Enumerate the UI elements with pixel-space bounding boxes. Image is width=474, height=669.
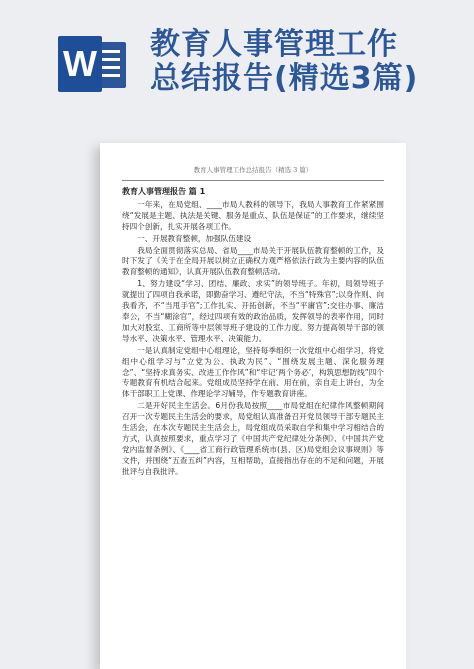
paragraph: 一年来，在局党组、____市局人教科的领导下，我局人事教育工作紧紧围绕“发展是主题、执法是关键、服务是重点、队伍是保证”的工作要求，继续坚持四个创新，扎实开展各项工作。 xyxy=(122,199,384,231)
paragraph: 一是认真制定党组中心组理论，坚持每季组织一次党组中心组学习，将党组中心组学习与“立党为公、执政为民”、“围绕发展主题、深化服务理念”、“坚持求真务实、改进工作作风”和“牢记‘两个务必’，构筑思想防线”四个专题教育有机结合起来。党组成员坚持学在前、用在前，亲自走上讲台，为全体干部职工上党课、作理论学习辅导，作专题教育讲座。 xyxy=(122,345,384,399)
banner-title-line2: 总结报告(精选3篇) xyxy=(150,61,419,96)
paragraph: 我局全面贯彻落实总局、省局____市局关于开展队伍教育整顿的工作，及时下发了《关于在全局开展以树立正确权力观严格依法行政为主要内容的队伍教育整顿的通知》，认真开展队伍教育整顿活动。 xyxy=(122,245,384,277)
word-icon-badge: W xyxy=(58,36,102,92)
banner-title-line1: 教育人事管理工作 xyxy=(150,27,398,62)
banner xyxy=(0,0,474,120)
paragraph: 二是开好民主生活会。6月份我局按照____市局党组在纪律作风整顿期间召开一次专题民主生活会的要求，局党组认真准备召开党员领导干部专题民主生活会，在本次专题民主生活会上，局党组成员采取自学和集中学习相结合的方式，认真按照要求，重点学习了《中国共产党纪律处分条例》、《中国共产党党内监督条例》、《____省工商行政管理系统市(县、区)局党组会议事规则》等文件，并围绕“五查五纠”内容，互相帮助，直接指出存在的不足和问题，开展批评与自我批评。 xyxy=(122,401,384,476)
banner-title xyxy=(150,28,470,96)
document-heading: 教育人事管理报告 篇 1 xyxy=(122,187,206,196)
word-document-icon xyxy=(58,36,126,92)
document-body xyxy=(100,181,406,478)
paragraph: 一、开展教育整顿，加强队伍建设 xyxy=(137,233,252,243)
document-header: 教育人事管理工作总结报告（精选 3 篇） xyxy=(193,166,313,174)
paragraph: 1、努力建设“学习、团结、廉政、求实”的领导班子。年初，局领导班子就提出了四项自我承诺，即勤奋学习、遵纪守法，不当“特殊官”;以身作则、向我看齐，不“当甩手官”;工作扎实、开拓创新，不当“平庸官”;交往办事、廉洁奉公，不当“糊涂官”，经过四项有效的政治品质，发挥领导的表率作用，同时加大对股室、工商所等中层领导班子建设的工作力度。努力提高领导干部的领导水平、决策水平、管理水平、决策能力。 xyxy=(122,279,384,343)
document-page xyxy=(100,143,406,669)
